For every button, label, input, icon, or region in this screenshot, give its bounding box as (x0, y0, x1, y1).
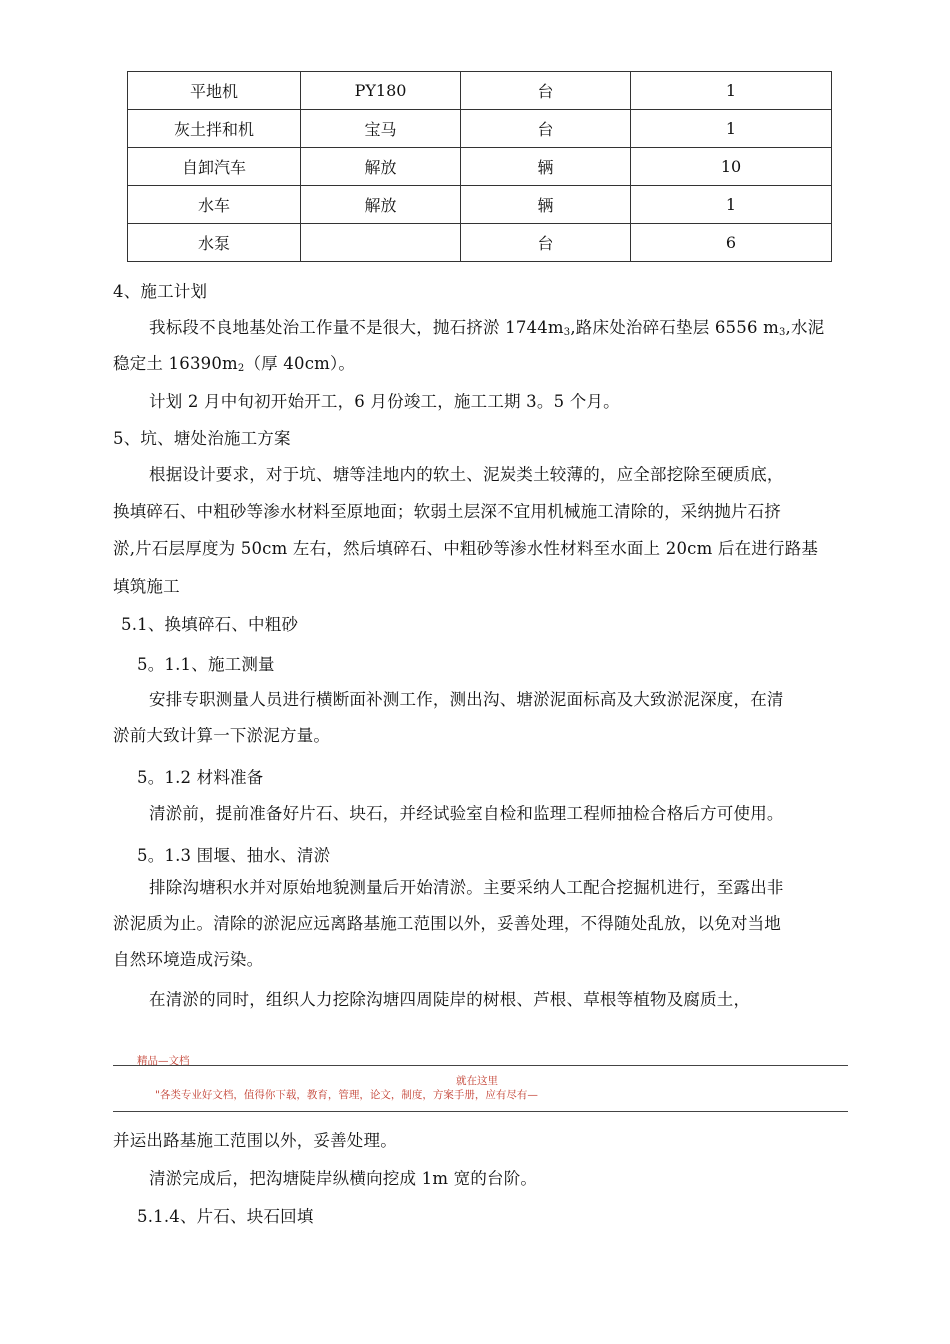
table-cell: 1 (631, 110, 832, 148)
paragraph-line: 淤前大致计算一下淤泥方量。 (113, 726, 331, 745)
table-cell: PY180 (301, 72, 461, 110)
divider (113, 1111, 848, 1112)
paragraph-line: 在清淤的同时，组织人力挖除沟塘四周陡岸的树根、芦根、草根等植物及腐质土， (149, 990, 751, 1009)
subsection-heading: 5。1.2 材料准备 (137, 768, 264, 787)
table-cell: 10 (631, 148, 832, 186)
subsection-heading: 5。1.3 围堰、抽水、清淤 (137, 846, 331, 865)
table-cell: 灰土拌和机 (128, 110, 301, 148)
paragraph-line: 稳定土 $16390m_2$（厚 40cm）。 (113, 354, 356, 374)
table-cell: 1 (631, 72, 832, 110)
table-row (128, 148, 832, 186)
table-cell (301, 224, 461, 262)
table-cell: 水泵 (128, 224, 301, 262)
table-cell: 平地机 (128, 72, 301, 110)
table-row (128, 224, 832, 262)
section-heading-4: 4、施工计划 (113, 282, 208, 301)
subsection-heading: 5.1、换填碎石、中粗砂 (121, 615, 299, 634)
table-cell: 台 (461, 72, 631, 110)
table-row (128, 186, 832, 224)
paragraph-line: 清淤前，提前准备好片石、块石，并经试验室自检和监理工程师抽检合格后方可使用。 (149, 804, 784, 823)
footer-slogan: "各类专业好文档，值得你下载，教育，管理，论文，制度，方案手册，应有尽有— (155, 1089, 538, 1101)
table-cell: 6 (631, 224, 832, 262)
paragraph-line: 淤,片石层厚度为 50cm 左右，然后填碎石、中粗砂等渗水性材料至水面上 20cm 后在进行路基 (113, 539, 819, 558)
paragraph-line: 换填碎石、中粗砂等渗水材料至原地面；软弱土层深不宜用机械施工清除的，采纳抛片石挤 (113, 502, 781, 521)
paragraph-line: 根据设计要求，对于坑、塘等洼地内的软土、泥炭类土较薄的，应全部挖除至硬质底， (149, 465, 784, 484)
paragraph-line: 排除沟塘积水并对原始地貌测量后开始清淤。主要采纳人工配合挖掘机进行，至露出非 (149, 878, 784, 897)
paragraph-line: 我标段不良地基处治工作量不是很大，抛石挤淤 $1744m_3$,路床处治碎石垫层 6556 $m_3$,水泥 (149, 318, 825, 338)
paragraph-line: 计划 2 月中旬初开始开工，6 月份竣工，施工工期 3。5 个月。 (149, 392, 620, 411)
table-cell: 自卸汽车 (128, 148, 301, 186)
section-heading-5: 5、坑、塘处治施工方案 (113, 429, 291, 448)
table-cell: 水车 (128, 186, 301, 224)
table-cell: 解放 (301, 148, 461, 186)
paragraph-line: 清淤完成后，把沟塘陡岸纵横向挖成 1m 宽的台阶。 (149, 1169, 538, 1188)
divider (113, 1065, 848, 1066)
paragraph-line: 淤泥质为止。清除的淤泥应远离路基施工范围以外，妥善处理，不得随处乱放，以免对当地 (113, 914, 781, 933)
paragraph-line: 填筑施工 (113, 577, 180, 596)
equipment-table (127, 71, 832, 262)
subsection-heading: 5。1.1、施工测量 (137, 655, 275, 674)
table-row (128, 110, 832, 148)
footer-label: 精品—文档 (137, 1055, 190, 1067)
paragraph-line: 并运出路基施工范围以外，妥善处理。 (113, 1131, 397, 1150)
table-cell: 辆 (461, 148, 631, 186)
paragraph-line: 安排专职测量人员进行横断面补测工作，测出沟、塘淤泥面标高及大致淤泥深度，在清 (149, 690, 784, 709)
table-cell: 台 (461, 224, 631, 262)
footer-center-text: 就在这里 (456, 1075, 498, 1087)
subsection-heading: 5.1.4、片石、块石回填 (137, 1207, 314, 1226)
table-cell: 解放 (301, 186, 461, 224)
table-cell: 1 (631, 186, 832, 224)
paragraph-line: 自然环境造成污染。 (113, 950, 264, 969)
table-row (128, 72, 832, 110)
table-cell: 宝马 (301, 110, 461, 148)
table-cell: 辆 (461, 186, 631, 224)
table-cell: 台 (461, 110, 631, 148)
